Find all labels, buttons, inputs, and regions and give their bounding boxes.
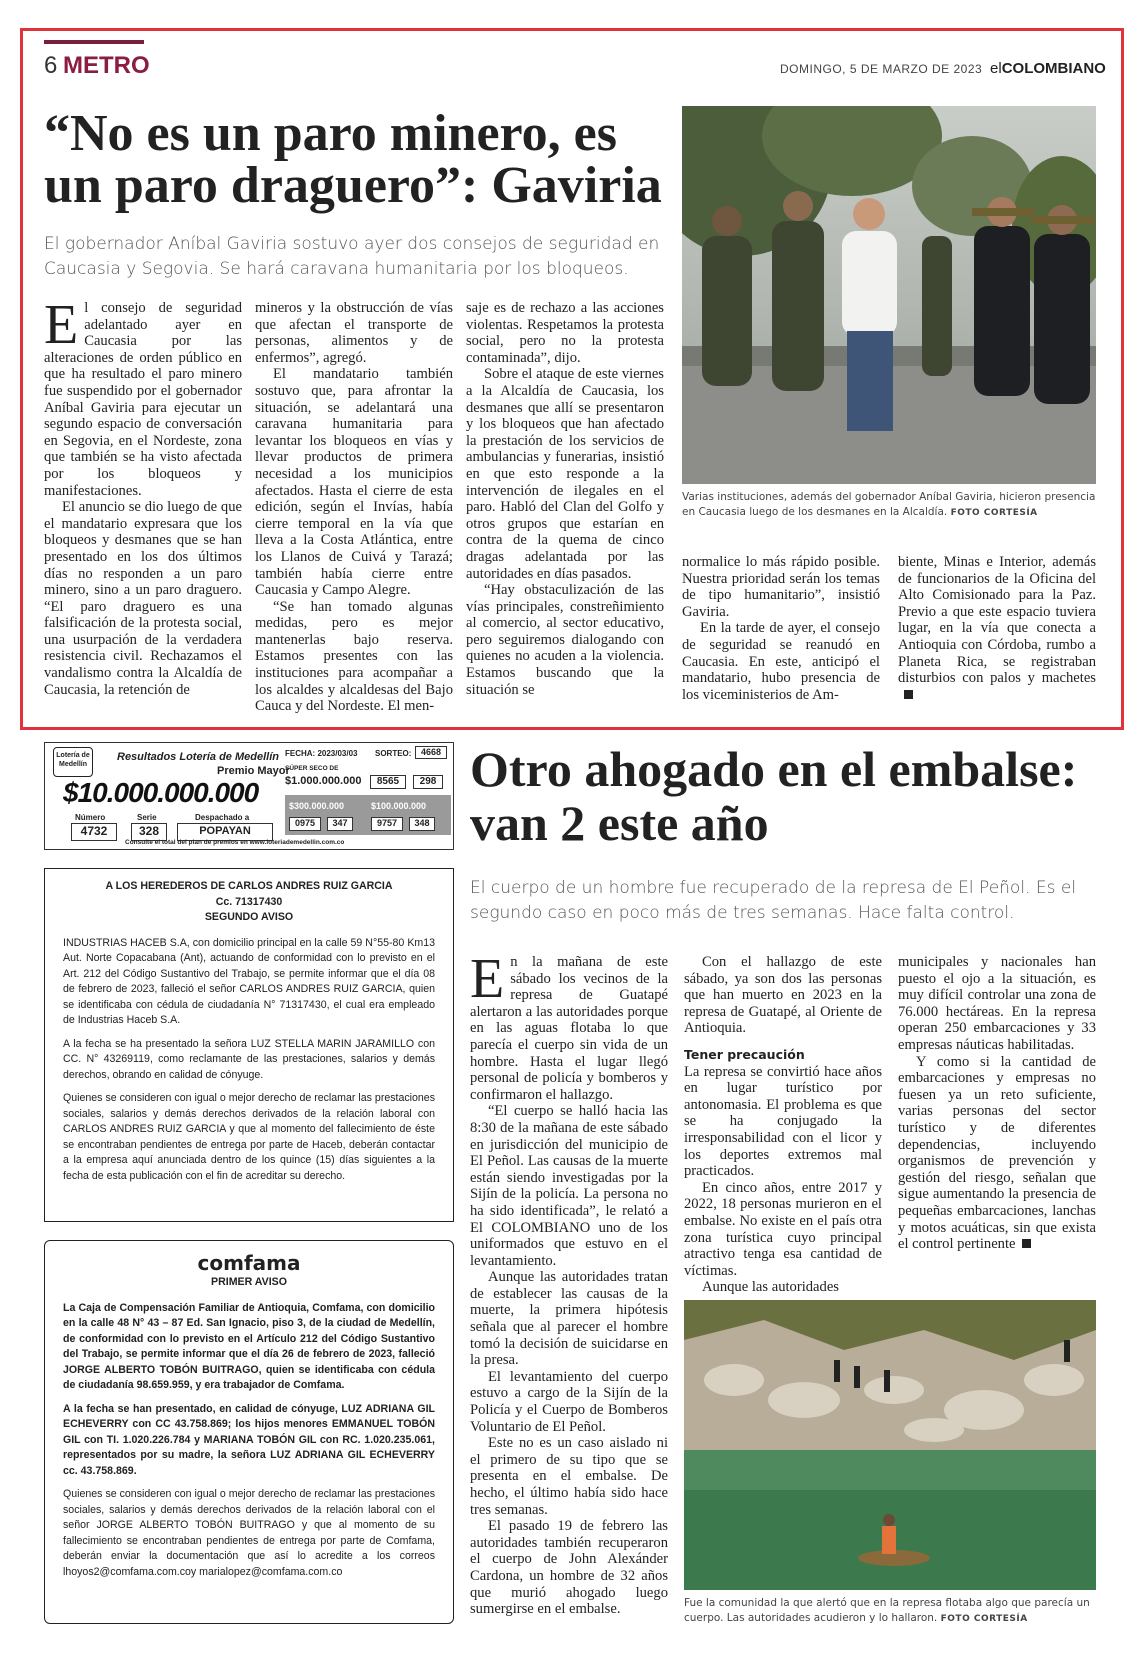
photo-credit: FOTO CORTESÍA <box>940 1614 1028 1624</box>
notice-recipient: A LOS HEREDEROS DE CARLOS ANDRES RUIZ GARCIA <box>105 880 393 892</box>
article-1-column-4 <box>682 554 880 703</box>
article-1-column-3 <box>466 300 664 698</box>
notice-paragraph: Quienes se consideren con igual o mejor derecho de reclamar las prestaciones sociales, salarios y demás derechos derivados de la relación laboral con el señor JORGE ALBERTO TOBÓN BUITRAGO y que al momento de su fallecimiento se encontraban pendientes de entrega por parte de Comfama, deberán enviar la documentación que así lo acredite a los correos lhoyos2@comfama.com.coy marialopez@comfama.com.co <box>63 1488 435 1578</box>
notice-id: Cc. 71317430 <box>215 895 283 908</box>
notice-paragraph: A la fecha se ha presentado la señora LUZ STELLA MARIN JARAMILLO con CC. N° 43269119, como reclamante de las prestaciones, salarios y demás derechos, obrando en calidad de cónyuge. <box>63 1037 435 1081</box>
end-mark <box>904 690 913 699</box>
caption-text: Fue la comunidad la que alertó que en la represa flotaba algo que parecía un cuerpo. Las autoridades acudieron y lo hallaron. <box>684 1597 1090 1624</box>
numero-label: Número <box>75 813 106 822</box>
paragraph: El pasado 19 de febrero las autoridades también recuperaron el cuerpo de John Alexánder Cardona, un hombre de 32 años que murió ahogado luego sumergirse en el embalse. <box>470 1518 668 1618</box>
paragraph: biente, Minas e Interior, además de funcionarios de la Oficina del Alto Comisionado para la Paz. Previo a que este espacio tuviera lugar, en la vía que conecta a Antioquia con Córdoba, rumbo a Planeta Rica, se registraban disturbios con palos y machetes <box>898 554 1096 687</box>
article-1-caption <box>682 490 1096 521</box>
dropcap: E <box>44 294 79 356</box>
officials-walking-image <box>682 106 1096 484</box>
paragraph: “Hay obstaculización de las vías principales, constreñimiento al comercio, al sector educativo, pero seguiremos dialogando con quienes no acuden a la violencia. Estamos buscando que la situación se <box>466 582 664 698</box>
paragraph: saje es de rechazo a las acciones violentas. Respetamos la protesta social, pero no la protesta contaminada”, dijo. <box>466 300 664 366</box>
caption-text: Varias instituciones, además del gobernador Aníbal Gaviria, hicieron presencia en Caucasia luego de los desmanes en la Alcaldía. <box>682 491 1096 518</box>
super-seco-serie: 298 <box>413 775 443 789</box>
article-1-column-1 <box>44 294 242 698</box>
paragraph: normalice lo más rápido posible. Nuestra prioridad serán los temas de tipo humanitario”, insistió Gaviria. <box>682 554 880 620</box>
dropcap: E <box>470 948 505 1010</box>
article-2-deck: El cuerpo de un hombre fue recuperado de la represa de El Peñol. Es el segundo caso en poco más de tres semanas. Hace falta control. <box>470 878 1077 923</box>
seco-3-amount: $100.000.000 <box>371 801 427 811</box>
legal-notice-haceb <box>44 868 454 1222</box>
notice-paragraph: Quienes se consideren con igual o mejor derecho de reclamar las prestaciones sociales, salarios y demás derechos derivados de la relación laboral con CARLOS ANDRES RUIZ GARCIA y que al momento del fallecimiento de éste se encontraban pendientes de entrega por parte de Haceb, deberán contactar a la empresa aquí anunciada dentro de los quince (15) días siguientes a la fecha de esta publicación con el fin de acreditar su derecho. <box>63 1092 435 1182</box>
paragraph: Con el hallazgo de este sábado, ya son dos las personas que han muerto en 2023 en la represa de Guatapé, al Oriente de Antioquia. <box>684 954 882 1037</box>
legal-notice-comfama <box>44 1240 454 1624</box>
masthead-logo <box>990 60 1106 77</box>
article-2-photo <box>684 1300 1096 1590</box>
section-name: METRO <box>63 52 150 79</box>
photo-credit: FOTO CORTESÍA <box>950 508 1038 518</box>
seco-3-serie: 348 <box>409 817 435 831</box>
lottery-date: FECHA: 2023/03/03 <box>285 749 358 758</box>
article-1-photo <box>682 106 1096 484</box>
paragraph: El anuncio se dio luego de que el mandatario expresara que los bloqueos y desmanes que se han presentado en los dos últimos días no responden a un paro minero, sino a un paro draguero. “El paro draguero es una falsificación de la protesta social, una usurpación de la verdadera resistencia civil. Rechazamos el vandalismo contra la Alcaldía de Caucasia, la retención de <box>44 499 242 698</box>
article-2-column-1 <box>470 948 668 1618</box>
article-2-column-2 <box>684 954 882 1296</box>
paragraph: El levantamiento del cuerpo estuvo a cargo de la Sijín de la Policía y el Cuerpo de Bomberos Voluntario de El Peñol. <box>470 1368 668 1435</box>
article-2-caption <box>684 1596 1096 1627</box>
article-1-deck: El gobernador Aníbal Gaviria sostuvo ayer dos consejos de seguridad en Caucasia y Segovia. Se hará caravana humanitaria por los bloqueos. <box>44 234 660 279</box>
premio-label: Premio Mayor <box>217 765 290 777</box>
lottery-title: Resultados Lotería de Medellín <box>117 751 279 763</box>
serie-label: Serie <box>137 813 157 822</box>
article-1-column-5 <box>898 554 1096 703</box>
sorteo-number: 4668 <box>415 746 447 759</box>
paragraph: n la mañana de este sábado los vecinos de la represa de Guatapé alertaron a las autoridades porque en las aguas flotaba lo que parecía el cuerpo sin vida de un hombre. Hasta el lugar llegó personal de policía y bomberos y confirmaron el hallazgo. <box>470 954 668 1103</box>
notice-paragraph: La Caja de Compensación Familiar de Antioquia, Comfama, con domicilio en la calle 48 N° 43 – 87 Ed. San Ignacio, piso 3, de la ciudad de Medellín, de conformidad con lo previsto en el Artículo 212 del Código Sustantivo del Trabajo, se permite informar que el día 26 de febrero de 2023, falleció JORGE ALBERTO TOBÓN BUITRAGO, quien se identificaba con cédula de ciudadanía 98.659.959, y era trabajador de Comfama. <box>63 1301 435 1391</box>
super-seco-number: 8565 <box>370 775 406 789</box>
paragraph: El mandatario también sostuvo que, para afrontar la situación, se adelantará una caravana humanitaria para levantar los bloqueos en vías y llevar productos de primera necesidad a los municipios afectados. Hasta el cierre de esta edición, según el Invías, había cierre temporal en la vía que lleva a la Costa Atlántica, entre los Llanos de Cuivá y Tarazá; también había cierre entre Caucasia y Campo Alegre. <box>255 366 453 599</box>
despachado-city: POPAYAN <box>177 823 273 841</box>
paragraph: mineros y la obstrucción de vías que afectan el transporte de personas, alimentos y de enfermos”, agregó. <box>255 300 453 366</box>
paragraph: Este no es un caso aislado ni el primero de su tipo que se presenta en el embalse. De hecho, el último había sido hace tres semanas. <box>470 1435 668 1518</box>
seco-2-amount: $300.000.000 <box>289 801 345 811</box>
lottery-logo: Lotería de Medellín <box>53 747 93 777</box>
notice-heading: PRIMER AVISO <box>211 1276 287 1288</box>
end-mark <box>1022 1239 1031 1248</box>
notice-heading: SEGUNDO AVISO <box>204 911 294 923</box>
paragraph: En cinco años, entre 2017 y 2022, 18 personas murieron en el embalse. No existe en el país otra zona turística cuyo principal atractivo tenga esa cantidad de víctimas. <box>684 1179 882 1279</box>
paragraph: Aunque las autoridades <box>702 1279 839 1296</box>
paragraph: l consejo de seguridad adelantado ayer en Caucasia por las alteraciones de orden público en que ha resultado el paro minero fue suspendido por el gobernador Aníbal Gaviria para ejecutar un segundo espacio de conversación en Segovia, en el Nordeste, zona que también se ha visto afectada por los bloqueos y manifestaciones. <box>44 300 242 499</box>
paragraph: “El cuerpo se halló hacia las 8:30 de la mañana de este sábado en jurisdicción del municipio de El Peñol. Las causas de la muerte están siendo investigadas por la Sijín de la policía. La persona no ha sido identificada”, le relató a El COLOMBIANO uno de los uniformados que estuvo en el levantamiento. <box>470 1103 668 1269</box>
masthead-prefix: el <box>990 60 1002 77</box>
paragraph: municipales y nacionales han puesto el ojo a la situación, es muy difícil controlar una zona de 76.000 hectáreas. En la represa operan 250 embarcaciones y 33 empresas náuticas habilitadas. <box>898 954 1096 1053</box>
seco-3-number: 9757 <box>371 817 403 831</box>
article-2-column-3 <box>898 954 1096 1253</box>
paragraph: Y como si la cantidad de embarcaciones y empresas no fuesen ya un reto suficiente, varias personas del sector turístico y de diferentes dependencias, incluyendo organismos de prevención y gestión del riesgo, señalan que sigue aumentando la presencia de pequeñas embarcaciones, lanchas y motos acuáticas, sin que exista el control pertinente <box>898 1053 1096 1253</box>
notice-paragraph: A la fecha se han presentado, en calidad de cónyuge, LUZ ADRIANA GIL ECHEVERRY con CC 43.758.869; los hijos menores EMMANUEL TOBÓN GIL con TI. 1.020.226.784 y MARIANA TOBÓN GIL con RC. 1.020.235.061, representados por su madre, la señora LUZ ADRIANA GIL ECHEVERRY cc. 43.758.869. <box>63 1402 435 1477</box>
article-1-headline: “No es un paro minero, es un paro draguero”: Gaviria <box>44 105 662 214</box>
winning-number: 4732 <box>71 823 117 841</box>
paragraph: En la tarde de ayer, el consejo de seguridad se reanudó en Caucasia. En este, anticipó el mandatario, hubo presencia de los viceministerios de Am- <box>682 620 880 703</box>
winning-serie: 328 <box>131 823 167 841</box>
section-rule <box>44 40 144 44</box>
lottery-results-ad <box>44 742 454 850</box>
despachado-label: Despachado a <box>195 813 250 822</box>
paragraph: Aunque las autoridades tratan de establecer las causas de la muerte, la primera hipótesis señala que al parecer el hombre tomó la decisión de suicidarse en la presa. <box>470 1269 668 1369</box>
paragraph: La represa se convirtió hace años en lugar turístico por antonomasia. El problema es que se ha conjugado la irresponsabilidad con el licor y los deportes extremos mal practicados. <box>684 1063 882 1180</box>
paragraph: Sobre el ataque de este viernes a la Alcaldía de Caucasia, los desmanes que allí se presentaron y los bloqueos que han afectado la prestación de los servicios de ambulancias y funerarias, insistió en que esto responde a la intervención de ilegales en el paro. Habló del Clan del Golfo y otros grupos que estarían en contra de la quema de cinco dragas adelantada por las autoridades en días pasados. <box>466 366 664 582</box>
masthead-name: COLOMBIANO <box>1001 60 1106 77</box>
paragraph: “Se han tomado algunas medidas, pero es mejor mantenerlas bajo reserva. Estamos presentes con las instituciones para acompañar a los alcaldes y alcaldesas del Bajo Cauca y del Nordeste. El men- <box>255 598 453 715</box>
seco-2-number: 0975 <box>289 817 321 831</box>
subhead: Tener precaución <box>684 1046 805 1062</box>
notice-paragraph: INDUSTRIAS HACEB S.A, con domicilio principal en la calle 59 N°55-80 Km13 Aut. Norte Copacabana (Ant), actuando de conformidad con lo previsto en el Art. 212 del Código Sustantivo del Trabajo, se permite informar que el día 08 de febrero de 2023, falleció el señor CARLOS ANDRES RUIZ GARCIA, quien se identificaba con cédula de ciudadanía N° 71317430, el cual era empleado de Industrias Haceb S.A. <box>63 936 435 1026</box>
page-number: 6 <box>44 52 58 79</box>
super-seco-label: SÚPER SECO DE <box>285 765 339 772</box>
lottery-footer: Consulte el total del plan de premios en www.loteriademedellin.com.co <box>125 839 345 846</box>
seco-2-serie: 347 <box>327 817 353 831</box>
comfama-logo: comfama <box>197 1251 301 1275</box>
article-1-column-2 <box>255 300 453 715</box>
sorteo-label: SORTEO: <box>375 749 412 758</box>
reservoir-rescue-image <box>684 1300 1096 1590</box>
article-2-headline: Otro ahogado en el embalse: van 2 este año <box>470 741 1078 851</box>
issue-date: DOMINGO, 5 DE MARZO DE 2023 <box>780 62 983 76</box>
jackpot-amount: $10.000.000.000 <box>63 777 259 808</box>
super-seco-amount: $1.000.000.000 <box>285 775 362 787</box>
